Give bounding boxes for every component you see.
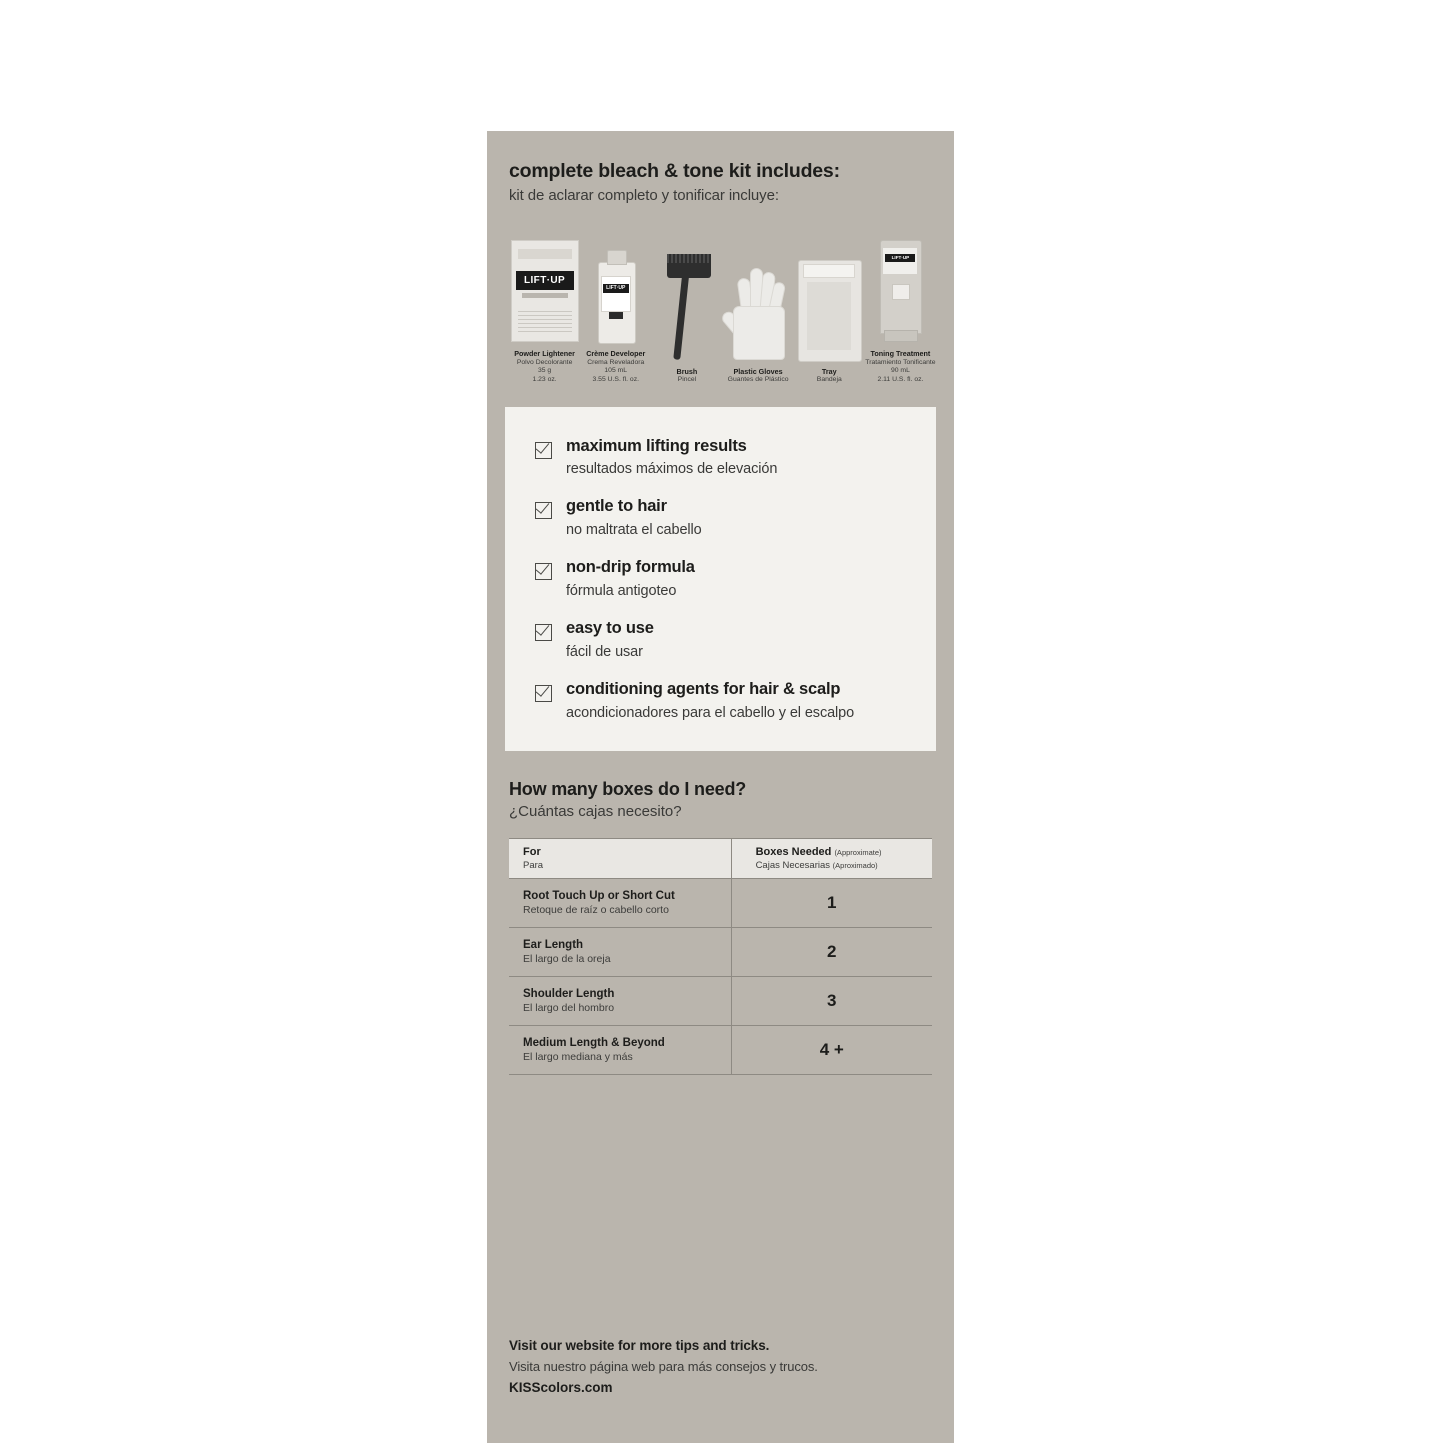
kit-title-spanish: kit de aclarar completo y tonificar incluye:	[509, 187, 779, 205]
checkmark-icon	[535, 563, 552, 580]
website-url[interactable]: KISScolors.com	[509, 1380, 613, 1395]
benefit-label-es: fórmula antigoteo	[566, 583, 677, 600]
row-boxes-cell	[731, 976, 932, 1025]
footer-line-es: Visita nuestro página web para más consejos y trucos.	[509, 1359, 818, 1374]
header-for-es: Para	[523, 859, 544, 871]
component-size-metric: 35 g	[537, 367, 552, 375]
component-name-en: Toning Treatment	[870, 349, 931, 359]
kit-title-english: complete bleach & tone kit includes:	[509, 160, 840, 182]
component-caption	[728, 367, 789, 385]
row-boxes-cell	[731, 1025, 932, 1074]
glove-icon	[727, 252, 789, 360]
component-caption	[586, 349, 645, 384]
row-label-es: El largo mediana y más	[523, 1050, 633, 1063]
benefit-label-es: acondicionadores para el cabello y el escalpo	[566, 704, 855, 721]
row-label-cell	[509, 878, 731, 927]
tube-brand-label: LIFT·UP	[891, 255, 910, 261]
checkmark-icon	[535, 685, 552, 702]
benefit-label-en: conditioning agents for hair & scalp	[566, 679, 841, 698]
header-cell-for	[509, 838, 731, 878]
component-size-us: 1.23 oz.	[532, 375, 557, 383]
header-boxes-en: Boxes Needed	[755, 845, 832, 858]
table-row	[509, 1025, 932, 1074]
tube-icon	[880, 234, 920, 342]
benefit-label-en: non-drip formula	[566, 558, 695, 577]
component-toning-treatment	[865, 234, 936, 384]
component-powder-lightener	[509, 234, 580, 384]
header-for-en: For	[523, 845, 541, 858]
component-name-en: Plastic Gloves	[733, 366, 783, 376]
benefit-item	[535, 558, 910, 599]
row-label-en: Ear Length	[523, 938, 584, 951]
row-label-en: Root Touch Up or Short Cut	[523, 889, 675, 902]
footer-block	[509, 1338, 932, 1395]
component-size-us: 2.11 U.S. fl. oz.	[877, 375, 924, 383]
checkmark-icon	[535, 442, 552, 459]
checkmark-icon	[535, 624, 552, 641]
row-label-es: El largo de la oreja	[523, 952, 611, 965]
boxes-needed-section	[487, 751, 954, 1075]
benefit-label-en: easy to use	[566, 619, 654, 638]
kit-header	[487, 131, 954, 204]
row-boxes-value: 1	[827, 892, 837, 912]
row-label-es: Retoque de raíz o cabello corto	[523, 903, 669, 916]
product-package-back-panel	[487, 131, 954, 1443]
row-label-es: El largo del hombro	[523, 1001, 615, 1014]
table-row	[509, 927, 932, 976]
component-name-en: Tray	[821, 366, 837, 376]
benefit-label-en: maximum lifting results	[566, 436, 747, 455]
component-size-us: 3.55 U.S. fl. oz.	[592, 375, 639, 383]
component-name-es: Bandeja	[816, 375, 842, 383]
component-name-es: Crema Reveladora	[587, 358, 645, 366]
table-row	[509, 878, 932, 927]
bottle-brand-label: LIFT·UP	[606, 285, 626, 292]
header-boxes-en-note: (Approximate)	[834, 847, 882, 857]
benefit-item	[535, 680, 910, 721]
component-name-en: Crème Developer	[586, 349, 646, 359]
row-boxes-value: 4 +	[819, 1039, 844, 1059]
footer-line-en: Visit our website for more tips and tricks.	[509, 1338, 770, 1353]
component-caption	[677, 367, 698, 385]
benefit-label-es: fácil de usar	[566, 643, 643, 660]
benefits-card	[505, 407, 936, 751]
component-creme-developer	[580, 234, 651, 384]
row-boxes-cell	[731, 878, 932, 927]
developer-bottle-icon	[598, 234, 634, 342]
row-boxes-value: 2	[827, 941, 837, 961]
row-label-cell	[509, 927, 731, 976]
boxes-needed-table	[509, 838, 932, 1075]
component-caption	[817, 367, 842, 385]
header-boxes-es-note: (Aproximado)	[832, 860, 878, 870]
benefit-item	[535, 619, 910, 660]
benefit-label-en: gentle to hair	[566, 497, 667, 516]
benefit-label-es: resultados máximos de elevación	[566, 461, 778, 478]
component-plastic-gloves	[723, 252, 794, 385]
benefit-item	[535, 437, 910, 478]
component-size-metric: 105 mL	[604, 367, 628, 375]
powder-sachet-icon	[511, 234, 579, 342]
component-name-es: Tratamiento Tonificante	[865, 358, 936, 366]
row-label-cell	[509, 976, 731, 1025]
row-label-cell	[509, 1025, 731, 1074]
component-name-es: Guantes de Plástico	[727, 375, 789, 383]
component-name-es: Pincel	[677, 375, 697, 383]
tray-icon	[798, 252, 860, 360]
row-label-en: Medium Length & Beyond	[523, 1036, 665, 1049]
component-size-metric: 90 mL	[890, 367, 910, 375]
header-cell-boxes-needed	[731, 838, 932, 878]
benefit-item	[535, 497, 910, 538]
component-tray	[794, 252, 865, 385]
component-caption	[865, 349, 935, 384]
component-caption	[514, 349, 575, 384]
sachet-brand-label: LIFT·UP	[524, 275, 566, 287]
benefit-label-es: no maltrata el cabello	[566, 522, 702, 539]
boxes-title-en: How many boxes do I need?	[509, 778, 747, 799]
header-boxes-es: Cajas Necesarias	[755, 859, 831, 871]
checkmark-icon	[535, 502, 552, 519]
row-boxes-cell	[731, 927, 932, 976]
kit-components-row	[487, 204, 954, 384]
table-header-row	[509, 838, 932, 878]
component-brush	[651, 252, 722, 385]
row-label-en: Shoulder Length	[523, 987, 615, 1000]
table-row	[509, 976, 932, 1025]
component-name-es: Polvo Decolorante	[516, 358, 573, 366]
brush-icon	[663, 252, 711, 360]
component-name-en: Brush	[676, 366, 698, 376]
component-name-en: Powder Lightener	[514, 349, 575, 359]
boxes-title-es: ¿Cuántas cajas necesito?	[509, 802, 682, 820]
row-boxes-value: 3	[827, 990, 837, 1010]
